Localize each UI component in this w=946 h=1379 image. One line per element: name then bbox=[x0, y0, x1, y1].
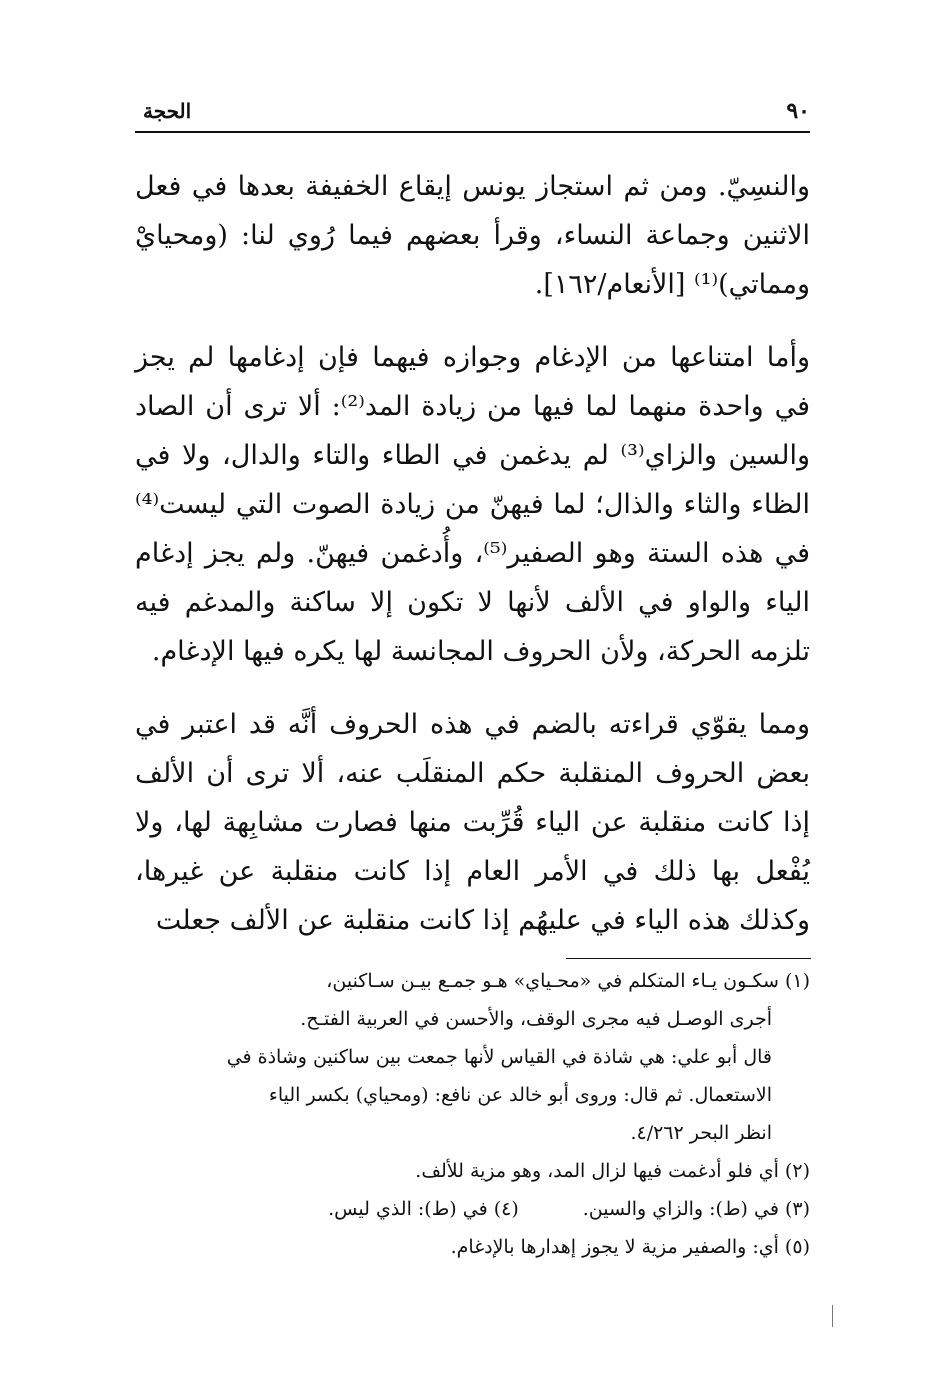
footnote-1-continued: الاستعمال. ثم قال: وروى أبو خالد عن نافع: (ومحياي) بكسر الياء bbox=[268, 1084, 772, 1106]
main-text bbox=[135, 162, 810, 969]
footnote-1-continued: أجرى الوصـل فيه مجرى الوقف، والأحسن في العربية الفتـح. bbox=[300, 1008, 772, 1030]
running-title: الحجة bbox=[143, 99, 192, 123]
footnote-1: (١) سكـون يـاء المتكلم في «محـياي» هـو جمـع بيـن سـاكنين، bbox=[326, 970, 810, 992]
scan-mark bbox=[832, 1305, 833, 1327]
paragraph: وأما امتناعها من الإدغام وجوازه فيهما فإن إدغامها لم يجز في واحدة منهما لما فيها من زيادة المد⁽²⁾: ألا ترى أن الصاد والسين والزاي⁽³⁾ لم يدغمن في الطاء والتاء والدال، ولا في الظاء والثاء والذال؛ لما فيهنّ من زيادة الصوت التي ليست⁽⁴⁾ في هذه الستة وهو الصفير⁽⁵⁾، وأُدغمن فيهنّ. ولم يجز إدغام الياء والواو في الألف لأنها لا تكون إلا ساكنة والمدغم فيه تلزمه الحركة، ولأن الحروف المجانسة لها يكره فيها الإدغام. bbox=[135, 342, 811, 667]
footnote-1-continued: انظر البحر ٤/٢٦٢. bbox=[630, 1122, 772, 1144]
footnote-row-3-4 bbox=[135, 1190, 810, 1228]
footnote-4: (٤) في (ط): الذي ليس. bbox=[328, 1198, 519, 1220]
header-divider bbox=[135, 131, 810, 133]
paragraph: والنسِيّ. ومن ثم استجاز يونس إيقاع الخفيفة بعدها في فعل الاثنين وجماعة النساء، وقرأ بعضهم فيما رُوي لنا: (ومحيايْ ومماتي)⁽¹⁾ [الأنعام/١٦٢]. bbox=[135, 171, 810, 300]
footnote-3: (٣) في (ط): والزاي والسين. bbox=[582, 1198, 810, 1220]
footnote-2: (٢) أي فلو أدغمت فيها لزال المد، وهو مزية للألف. bbox=[415, 1160, 810, 1182]
footnotes bbox=[135, 962, 810, 1266]
footnote-5: (٥) أي: والصفير مزية لا يجوز إهدارها بالإدغام. bbox=[450, 1236, 810, 1258]
paragraph: ومما يقوّي قراءته بالضم في هذه الحروف أنَّه قد اعتبر في بعض الحروف المنقلبة حكم المنقلَب عنه، ألا ترى أن الألف إذا كانت منقلبة عن الياء قُرِّبت منها فصارت مشابِهة لها، ولا يُفْعل بها ذلك في الأمر العام إذا كانت منقلبة عن غيرها، وكذلك هذه الياء في عليهُم إذا كانت منقلبة عن الألف جعلت bbox=[135, 709, 810, 936]
footnote-1-continued: قال أبو علي: هي شاذة في القياس لأنها جمعت بين ساكنين وشاذة في bbox=[226, 1046, 772, 1068]
footnote-divider bbox=[566, 958, 811, 959]
page-number: ٩٠ bbox=[786, 98, 810, 124]
page-header bbox=[135, 96, 810, 130]
